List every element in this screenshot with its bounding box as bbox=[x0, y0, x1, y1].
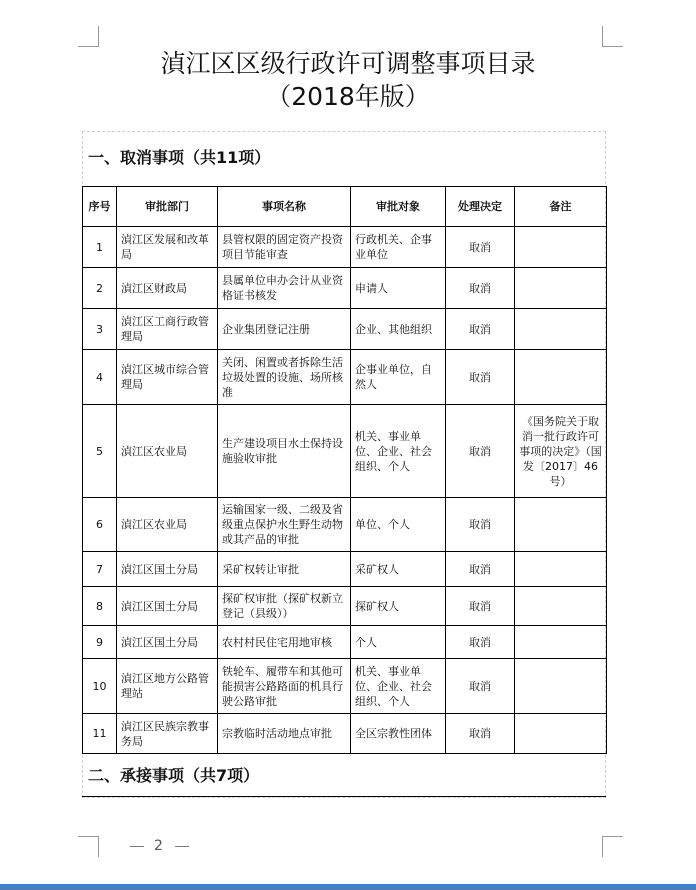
table-row bbox=[83, 268, 607, 309]
row-decision: 取消 bbox=[446, 659, 515, 714]
row-target: 申请人 bbox=[351, 268, 446, 309]
table-row bbox=[83, 587, 607, 626]
section-heading-cancel: 一、取消事项（共11项） bbox=[88, 148, 271, 167]
row-no: 1 bbox=[83, 227, 117, 268]
row-dept: 湞江区发展和改革局 bbox=[117, 227, 218, 268]
header-decision: 处理决定 bbox=[446, 187, 515, 227]
row-dept: 湞江区工商行政管理局 bbox=[117, 309, 218, 350]
row-note bbox=[515, 626, 607, 659]
section-bottom-rule bbox=[82, 796, 606, 797]
row-no: 11 bbox=[83, 714, 117, 754]
row-target: 单位、个人 bbox=[351, 498, 446, 552]
document-title: 湞江区区级行政许可调整事项目录 bbox=[160, 49, 536, 78]
row-no: 5 bbox=[83, 405, 117, 498]
row-decision: 取消 bbox=[446, 268, 515, 309]
row-decision: 取消 bbox=[446, 498, 515, 552]
row-decision: 取消 bbox=[446, 587, 515, 626]
row-dept: 湞江区农业局 bbox=[117, 498, 218, 552]
row-note bbox=[515, 714, 607, 754]
row-no: 2 bbox=[83, 268, 117, 309]
row-dept: 湞江区城市综合管理局 bbox=[117, 350, 218, 405]
window-bottom-bar bbox=[0, 884, 696, 890]
row-target: 机关、事业单位、企业、社会组织、个人 bbox=[351, 405, 446, 498]
row-target: 企业、其他组织 bbox=[351, 309, 446, 350]
row-note bbox=[515, 552, 607, 587]
table-header-row bbox=[83, 187, 607, 227]
table-row bbox=[83, 405, 607, 498]
row-decision: 取消 bbox=[446, 405, 515, 498]
table-row bbox=[83, 714, 607, 754]
row-no: 10 bbox=[83, 659, 117, 714]
row-note bbox=[515, 227, 607, 268]
row-note bbox=[515, 587, 607, 626]
row-target: 企事业单位，自然人 bbox=[351, 350, 446, 405]
table-row bbox=[83, 659, 607, 714]
table-row bbox=[83, 626, 607, 659]
row-no: 4 bbox=[83, 350, 117, 405]
row-item: 铁轮车、履带车和其他可能损害公路路面的机具行驶公路审批 bbox=[218, 659, 351, 714]
row-note bbox=[515, 659, 607, 714]
row-note bbox=[515, 498, 607, 552]
row-item: 宗教临时活动地点审批 bbox=[218, 714, 351, 754]
crop-mark-bottom-left bbox=[78, 836, 99, 857]
row-no: 6 bbox=[83, 498, 117, 552]
row-dept: 湞江区农业局 bbox=[117, 405, 218, 498]
row-item: 企业集团登记注册 bbox=[218, 309, 351, 350]
row-dept: 湞江区国土分局 bbox=[117, 552, 218, 587]
row-item: 探矿权审批（探矿权新立登记（县级）） bbox=[218, 587, 351, 626]
row-decision: 取消 bbox=[446, 714, 515, 754]
row-item: 关闭、闲置或者拆除生活垃圾处置的设施、场所核准 bbox=[218, 350, 351, 405]
crop-mark-top-right bbox=[602, 26, 623, 47]
row-decision: 取消 bbox=[446, 552, 515, 587]
row-target: 探矿权人 bbox=[351, 587, 446, 626]
row-no: 3 bbox=[83, 309, 117, 350]
row-dept: 湞江区地方公路管理站 bbox=[117, 659, 218, 714]
row-item: 生产建设项目水土保持设施验收审批 bbox=[218, 405, 351, 498]
row-decision: 取消 bbox=[446, 350, 515, 405]
page-number: 2 bbox=[154, 838, 165, 854]
row-note bbox=[515, 350, 607, 405]
crop-mark-top-left bbox=[78, 26, 99, 47]
row-target: 个人 bbox=[351, 626, 446, 659]
row-dept: 湞江区财政局 bbox=[117, 268, 218, 309]
section-heading-undertake: 二、承接事项（共7项） bbox=[88, 766, 260, 785]
row-item: 县管权限的固定资产投资项目节能审查 bbox=[218, 227, 351, 268]
table-row bbox=[83, 498, 607, 552]
footer-dash-left bbox=[130, 846, 144, 847]
footer-dash-right bbox=[175, 846, 189, 847]
row-target: 全区宗教性团体 bbox=[351, 714, 446, 754]
row-dept: 湞江区民族宗教事务局 bbox=[117, 714, 218, 754]
row-item: 县属单位申办会计从业资格证书核发 bbox=[218, 268, 351, 309]
header-dept: 审批部门 bbox=[117, 187, 218, 227]
row-note bbox=[515, 309, 607, 350]
document-edition: （2018年版） bbox=[266, 82, 430, 111]
row-no: 9 bbox=[83, 626, 117, 659]
row-decision: 取消 bbox=[446, 626, 515, 659]
approval-items-table bbox=[82, 186, 607, 754]
header-note: 备注 bbox=[515, 187, 607, 227]
row-target: 行政机关、企事业单位 bbox=[351, 227, 446, 268]
header-item: 事项名称 bbox=[218, 187, 351, 227]
table-row bbox=[83, 552, 607, 587]
row-note: 《国务院关于取消一批行政许可事项的决定》（国发〔2017〕46号） bbox=[515, 405, 607, 498]
row-item: 农村村民住宅用地审核 bbox=[218, 626, 351, 659]
row-decision: 取消 bbox=[446, 309, 515, 350]
crop-mark-bottom-right bbox=[602, 836, 623, 857]
row-no: 7 bbox=[83, 552, 117, 587]
header-target: 审批对象 bbox=[351, 187, 446, 227]
table-row bbox=[83, 350, 607, 405]
row-item: 采矿权转让审批 bbox=[218, 552, 351, 587]
row-target: 机关、事业单位、企业、社会组织、个人 bbox=[351, 659, 446, 714]
table-row bbox=[83, 227, 607, 268]
table-row bbox=[83, 309, 607, 350]
row-decision: 取消 bbox=[446, 227, 515, 268]
row-target: 采矿权人 bbox=[351, 552, 446, 587]
page-footer bbox=[120, 838, 199, 854]
row-dept: 湞江区国土分局 bbox=[117, 626, 218, 659]
row-dept: 湞江区国土分局 bbox=[117, 587, 218, 626]
row-item: 运输国家一级、二级及省级重点保护水生野生动物或其产品的审批 bbox=[218, 498, 351, 552]
row-no: 8 bbox=[83, 587, 117, 626]
row-note bbox=[515, 268, 607, 309]
header-no: 序号 bbox=[83, 187, 117, 227]
